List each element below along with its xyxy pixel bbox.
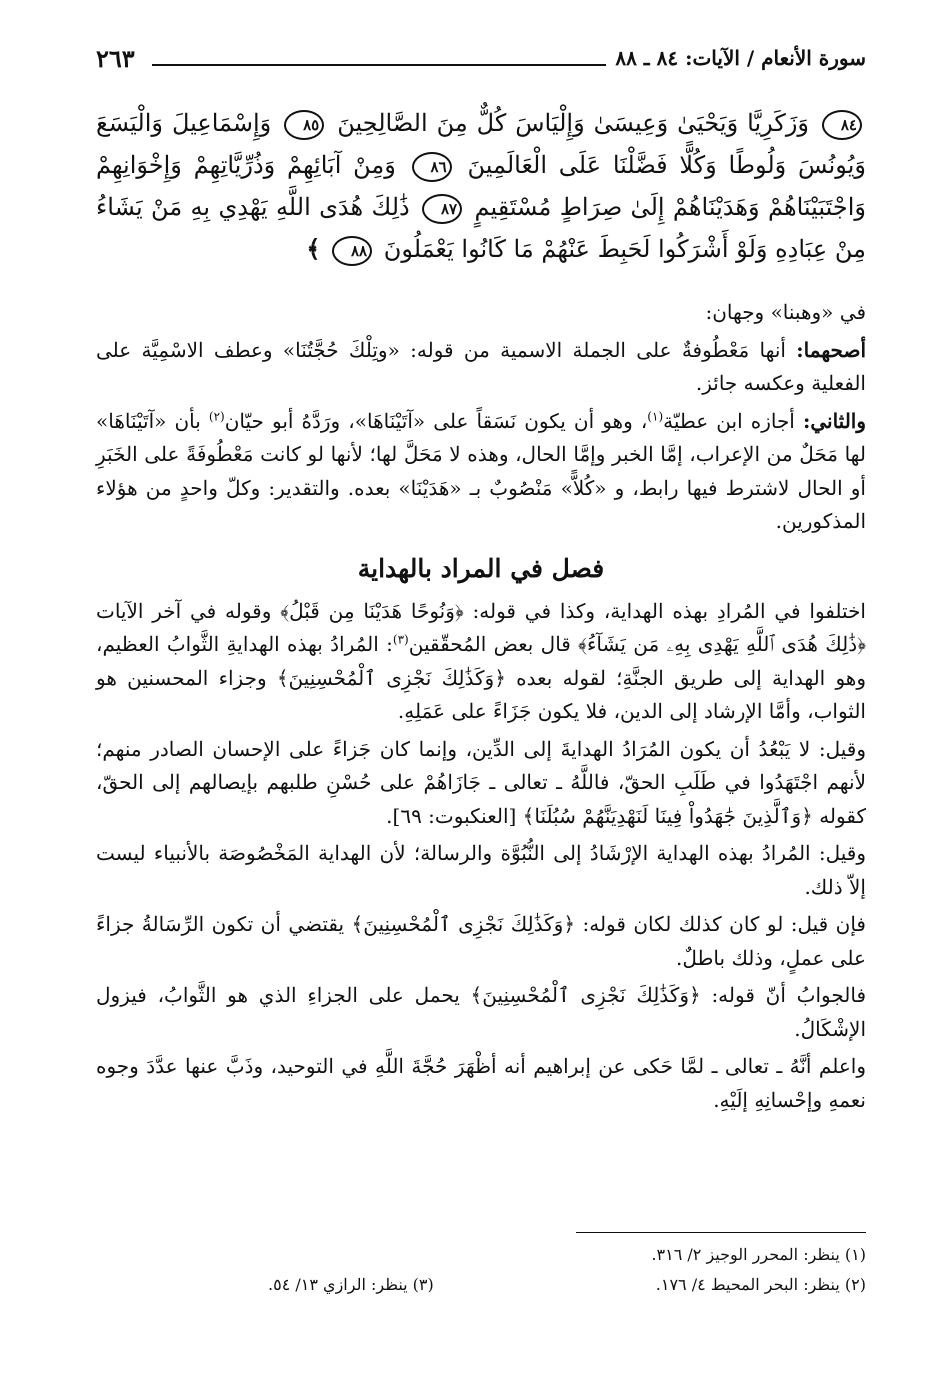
footnote-ref[interactable]: (٢)	[208, 408, 225, 423]
closing-bracket: ﴾	[306, 234, 321, 263]
page-number: ٢٦٣	[96, 44, 135, 73]
verse-text: وَزَكَرِيَّا وَيَحْيَىٰ وَعِيسَىٰ وَإِلْيَاسَ كُلٌّ مِنَ الصَّالِحِينَ	[337, 109, 809, 137]
paragraph-text: وقيل: المُرادُ بهذه الهداية الإرْشَادُ إلى النُّبُوَّة والرسالة؛ لأن الهداية المَخْصُوصَة بالأنبياء ليست إلاّ ذلك.	[96, 841, 866, 899]
paragraph-text: وجزاء المحسنين هو الثواب، وأمَّا الإرشاد إلى الدين، فلا يكون جَزَاءً على عَمَلِهِ.	[96, 665, 866, 723]
paragraph-text: يحمل على الجزاءِ الذي هو الثَّوابُ، فيزول الإشْكَالُ.	[96, 983, 866, 1041]
ayah-marker: ٨٦	[412, 152, 452, 182]
footnote-ref[interactable]: (١)	[647, 408, 664, 423]
paragraph-text: في «وهبنا» وجهان:	[705, 300, 866, 324]
paragraph	[96, 296, 866, 330]
section-title: فصل في المراد بالهداية	[357, 553, 605, 583]
quran-quote: ﴿وَكَذَٰلِكَ نَجْزِى ٱلْمُحْسِنِينَ﴾	[351, 912, 576, 936]
footnote-2: (٢) ينظر: البحر المحيط ٤/ ١٧٦.	[655, 1275, 866, 1294]
paragraph-text: بأن «آتَيْنَاهَا» لها مَحَلٌ من الإعراب، إمَّا الخبر وإمَّا الحال، وهذه لا مَحَلَّ لها؛ لأنها لو كانت مَعْطُوفَةً على الخَبَرِ أو الحال لاشترط فيها رابط، و «كُلاًّ» مَنْصُوبٌ بـ «هَدَيْنَا» بعده. والتقدير: وكلّ واحدٍ من هؤلاء المذكورين.	[96, 408, 866, 533]
paragraph-text: ، وهو أن يكون نَسَقاً على «آتَيْنَاهَا»، ورَدَّهُ أبو حيّان	[224, 408, 648, 433]
running-header	[96, 44, 866, 78]
paragraph-text: قال بعض المُحقّقين	[408, 632, 579, 656]
paragraph-lead: والثاني:	[802, 408, 867, 433]
paragraph-text: واعلم أنَّهُ ـ تعالى ـ لمَّا حَكى عن إبراهيم أنه أظْهَرَ حُجَّةَ اللَّهِ في التوحيد، وذَبَّ عنها عدَّدَ وجوه نعمهِ وإحْسانِهِ إلَيْهِ.	[96, 1054, 866, 1112]
header-rule	[152, 64, 606, 66]
paragraph-text: وقوله في آخر الآيات	[96, 598, 281, 623]
ayah-marker: ٨٨	[332, 236, 372, 266]
paragraph	[96, 1050, 866, 1117]
verse-text: وَمِنْ آبَائِهِمْ وَذُرِّيَّاتِهِمْ وَإِخْوَانِهِمْ وَاجْتَبَيْنَاهُمْ وَهَدَيْنَاهُمْ إِلَىٰ صِرَاطٍ مُسْتَقِيمٍ	[96, 151, 866, 221]
footnote-rule	[576, 1232, 866, 1233]
paragraph-text: فإن قيل: لو كان كذلك لكان قوله:	[575, 912, 866, 936]
paragraph	[96, 979, 866, 1046]
surah-title: سورة الأنعام / الآيات: ٨٤ ـ ٨٨	[615, 46, 866, 70]
quran-quote: ﴿وَكَذَٰلِكَ نَجْزِى ٱلْمُحْسِنِينَ﴾	[470, 983, 701, 1007]
paragraph	[96, 733, 866, 834]
paragraph	[96, 405, 866, 539]
paragraph-text: وقيل: لا يَبْعُدُ أن يكون المُرَادُ الهدايةَ إلى الدِّين، وإنما كان جَزاءً على الإحسان الصادر منهم؛ لأنهم اجْتَهَدُوا في طَلَبِ الحقّ، فاللَّهُ ـ تعالى ـ جَازَاهُمْ على حُسْنِ طلبهم بإيصالهم إلى الحقّ، كقوله	[96, 736, 866, 828]
verse-text: ذَٰلِكَ هُدَى اللَّهِ يَهْدِي بِهِ مَنْ يَشَاءُ مِنْ عِبَادِهِ وَلَوْ أَشْرَكُوا لَحَبِطَ عَنْهُمْ مَا كَانُوا يَعْمَلُونَ	[96, 193, 866, 263]
paragraph	[96, 908, 866, 975]
quran-quote: ﴿وَنُوحًا هَدَيْنَا مِن قَبْلُ﴾	[280, 598, 464, 623]
footnote-1: (١) ينظر: المحرر الوجيز ٢/ ٣١٦.	[651, 1245, 866, 1264]
quran-quote: ﴿وَكَذَٰلِكَ نَجْزِى ٱلْمُحْسِنِينَ﴾	[276, 665, 506, 690]
paragraph-lead: أصحهما:	[796, 337, 867, 362]
paragraph-text: : المُرادُ بهذه الهدايةِ الثَّوابُ العظيم، وهو الهداية إلى طريق الجنَّةِ؛ لقوله بعده	[96, 632, 866, 690]
footnote-3: (٣) ينظر: الرازي ١٣/ ٥٤.	[268, 1275, 434, 1294]
paragraph-text: [العنكبوت: ٦٩].	[386, 803, 523, 828]
paragraph	[96, 595, 866, 729]
paragraph-text: اختلفوا في المُرادِ بهذه الهداية، وكذا في قوله:	[463, 598, 866, 623]
paragraph-text: فالجوابُ أنّ قوله:	[700, 983, 867, 1007]
paragraph-text: يقتضي أن تكون الرِّسَالةُ جزاءً على عملٍ، وذلك باطلٌ.	[96, 912, 866, 970]
footnote-ref[interactable]: (٣)	[392, 632, 409, 647]
commentary-body	[96, 296, 866, 1121]
paragraph	[96, 837, 866, 904]
paragraph-text: أجازه ابن عطيّة	[663, 408, 795, 433]
ayah-marker: ٨٤	[822, 110, 862, 140]
quran-verses	[96, 102, 866, 270]
ayah-marker: ٨٥	[284, 110, 324, 140]
ayah-marker: ٨٧	[422, 194, 462, 224]
paragraph-text: أنها مَعْطُوفةٌ على الجملة الاسمية من قوله: «وتِلْكَ حُجَّتُنَا» وعطف الاسْمِيَّة على الفعلية وعكسه جائز.	[96, 337, 866, 395]
verse-text: وَإِسْمَاعِيلَ وَالْيَسَعَ وَيُونُسَ وَلُوطًا وَكُلًّا فَضَّلْنَا عَلَى الْعَالَمِينَ	[96, 109, 866, 179]
quran-quote: ﴿ذَٰلِكَ هُدَى ٱللَّهِ يَهْدِى بِهِۦ مَن يَشَآءُ﴾	[578, 632, 866, 656]
paragraph	[96, 334, 866, 401]
quran-quote: ﴿وَٱلَّذِينَ جَٰهَدُواْ فِينَا لَنَهْدِيَنَّهُمْ سُبُلَنَا﴾	[522, 803, 813, 828]
